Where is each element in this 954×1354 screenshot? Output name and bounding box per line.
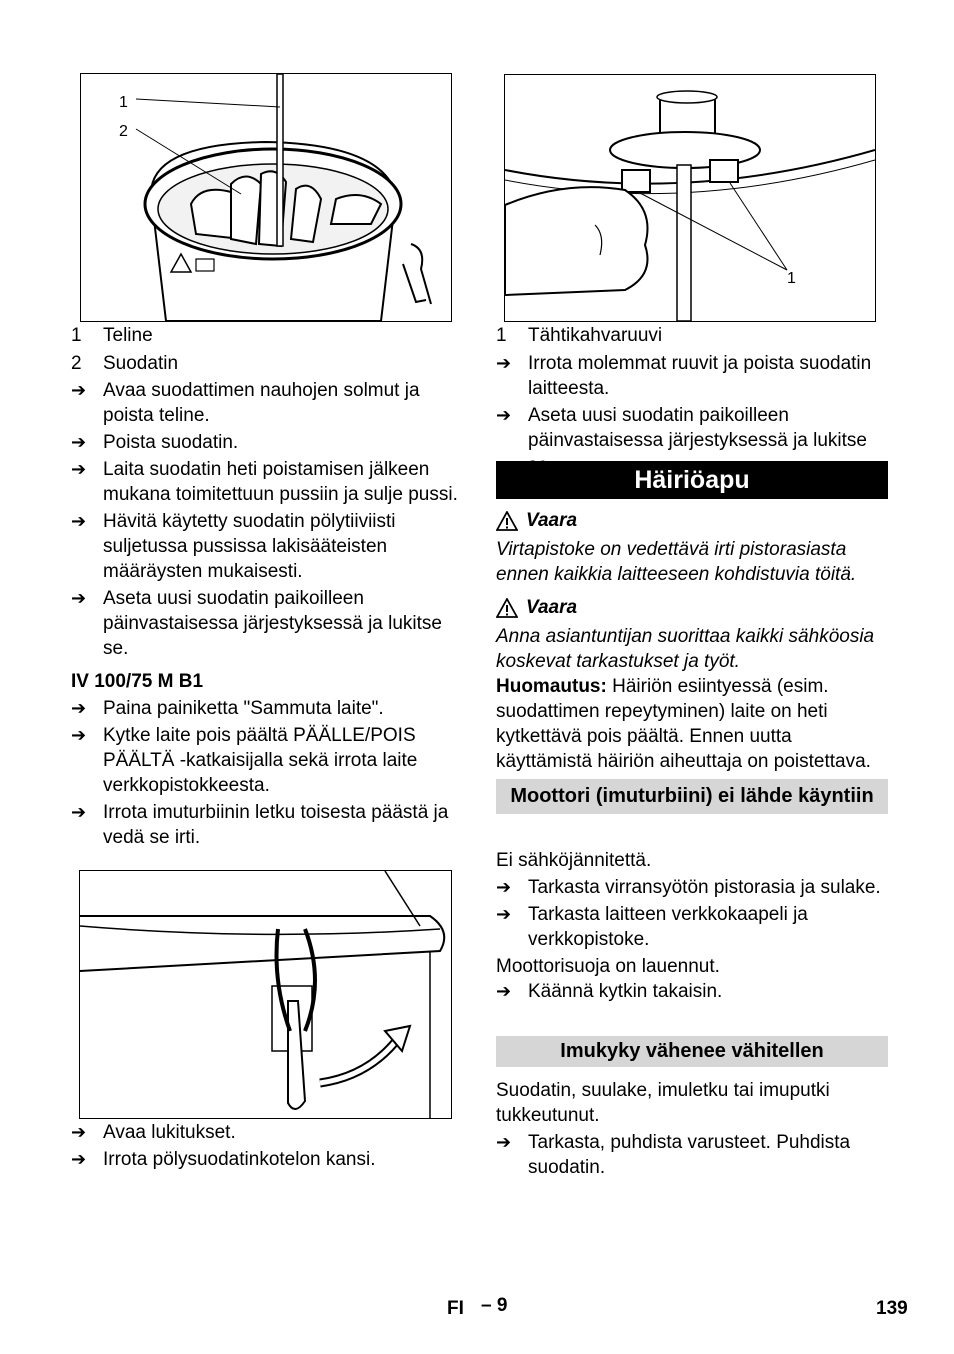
- arrow-right-icon: ➔: [496, 1132, 512, 1152]
- subsection-heading: Imukyky vähenee vähitellen: [496, 1036, 888, 1067]
- arrow-right-icon: ➔: [496, 405, 512, 425]
- footer-language: FI: [447, 1298, 464, 1319]
- legend-2: [496, 323, 888, 348]
- cause-text: Moottorisuoja on lauennut.: [496, 956, 720, 977]
- arrow-right-icon: ➔: [71, 588, 87, 608]
- callout-2: 2: [119, 123, 128, 140]
- legend-item: 2 Suodatin: [71, 353, 179, 374]
- callout-1: 1: [787, 270, 796, 287]
- motor-troubleshooting: [496, 848, 888, 1004]
- note-label: Huomautus:: [496, 676, 607, 697]
- step-item: ➔ Käännä kytkin takaisin.: [496, 981, 723, 1002]
- arrow-right-icon: ➔: [71, 698, 87, 718]
- arrow-right-icon: ➔: [71, 459, 87, 479]
- suction-troubleshooting: [496, 1078, 888, 1180]
- warning-text: Anna asiantuntijan suorittaa kaikki sähköosia koskevat tarkastukset ja työt.: [496, 626, 875, 672]
- arrow-right-icon: ➔: [496, 981, 512, 1001]
- step-item: ➔ Avaa suodattimen nauhojen solmut ja poista teline.: [71, 380, 420, 426]
- step-item: ➔ Laita suodatin heti poistamisen jälkeen mukana toimitettuun pussiin ja sulje pussi.: [71, 459, 458, 505]
- step-item: ➔ Avaa lukitukset.: [71, 1122, 236, 1143]
- arrow-right-icon: ➔: [71, 511, 87, 531]
- note-paragraph: Huomautus: Häiriön esiintyessä (esim. suodattimen repeytyminen) laite on heti kytkettävä pois päältä. Ennen uutta käyttämistä häiriön aiheuttaja on poistettava.: [496, 676, 871, 772]
- star-screw-illustration: [505, 75, 875, 321]
- figure-star-screw: [504, 74, 876, 322]
- warning-heading: Vaara: [496, 508, 888, 533]
- step-item: ➔ Aseta uusi suodatin paikoilleen päinvastaisessa järjestyksessä ja lukitse: [496, 403, 888, 478]
- cause-text: Ei sähköjännitettä.: [496, 850, 652, 871]
- arrow-right-icon: ➔: [71, 802, 87, 822]
- legend-item: 1 Teline: [71, 325, 153, 346]
- model-subheading: IV 100/75 M B1: [71, 671, 204, 692]
- step-item: ➔ Tarkasta, puhdista varusteet. Puhdista suodatin.: [496, 1132, 851, 1178]
- step-item: ➔ Irrota molemmat ruuvit ja poista suodatin laitteesta.: [496, 353, 872, 399]
- step-item: ➔ Irrota imuturbiinin letku toisesta päästä ja vedä se irti.: [71, 802, 449, 848]
- filter-steps: [71, 378, 461, 850]
- step-item: ➔ Tarkasta virransyötön pistorasia ja sulake.: [496, 877, 881, 898]
- warning-heading: Vaara: [496, 595, 888, 620]
- filter-holder-illustration: [81, 74, 451, 321]
- cause-text: Suodatin, suulake, imuletku tai imuputki tukkeutunut.: [496, 1080, 830, 1126]
- step-item: ➔ Irrota pölysuodatinkotelon kansi.: [71, 1149, 376, 1170]
- troubleshooting-content: [496, 500, 888, 774]
- latch-illustration: [80, 871, 451, 1118]
- page-number: 139: [876, 1298, 908, 1319]
- arrow-right-icon: ➔: [71, 432, 87, 452]
- subsection-heading: Moottori (imuturbiini) ei lähde käyntiin: [496, 779, 888, 814]
- lid-steps: [71, 1120, 461, 1172]
- arrow-right-icon: ➔: [71, 1149, 87, 1169]
- arrow-right-icon: ➔: [496, 904, 512, 924]
- step-item: ➔ Paina painiketta "Sammuta laite".: [71, 698, 384, 719]
- warning-text: Virtapistoke on vedettävä irti pistorasiasta ennen kaikkia laitteeseen kohdistuvia töitä.: [496, 539, 857, 585]
- arrow-right-icon: ➔: [71, 725, 87, 745]
- figure-filter-holder: [80, 73, 452, 322]
- screw-steps: [496, 351, 888, 478]
- step-item: ➔ Kytke laite pois päältä PÄÄLLE/POIS PÄÄLTÄ -katkaisijalla sekä irrota laite verkkopistokkeesta.: [71, 725, 418, 796]
- figure-latch: [79, 870, 452, 1119]
- step-item: ➔ Aseta uusi suodatin paikoilleen päinvastaisessa järjestyksessä ja lukitse se.: [71, 588, 442, 659]
- step-item: ➔ Poista suodatin.: [71, 432, 239, 453]
- step-item: ➔ Tarkasta laitteen verkkokaapeli ja verkkopistoke.: [496, 904, 808, 950]
- warning-triangle-icon: [496, 598, 518, 618]
- arrow-right-icon: ➔: [496, 353, 512, 373]
- legend-item: 1 Tähtikahvaruuvi: [496, 325, 663, 346]
- warning-triangle-icon: [496, 511, 518, 531]
- arrow-right-icon: ➔: [496, 877, 512, 897]
- legend-1: [71, 323, 461, 376]
- arrow-right-icon: ➔: [71, 1122, 87, 1142]
- footer-section-page: – 9: [481, 1295, 508, 1316]
- section-title: Häiriöapu: [496, 461, 888, 499]
- arrow-right-icon: ➔: [71, 380, 87, 400]
- step-item: ➔ Hävitä käytetty suodatin pölytiiviisti suljetussa pussissa lakisääteisten määräysten mukaisesti.: [71, 511, 396, 582]
- callout-1: 1: [119, 94, 128, 111]
